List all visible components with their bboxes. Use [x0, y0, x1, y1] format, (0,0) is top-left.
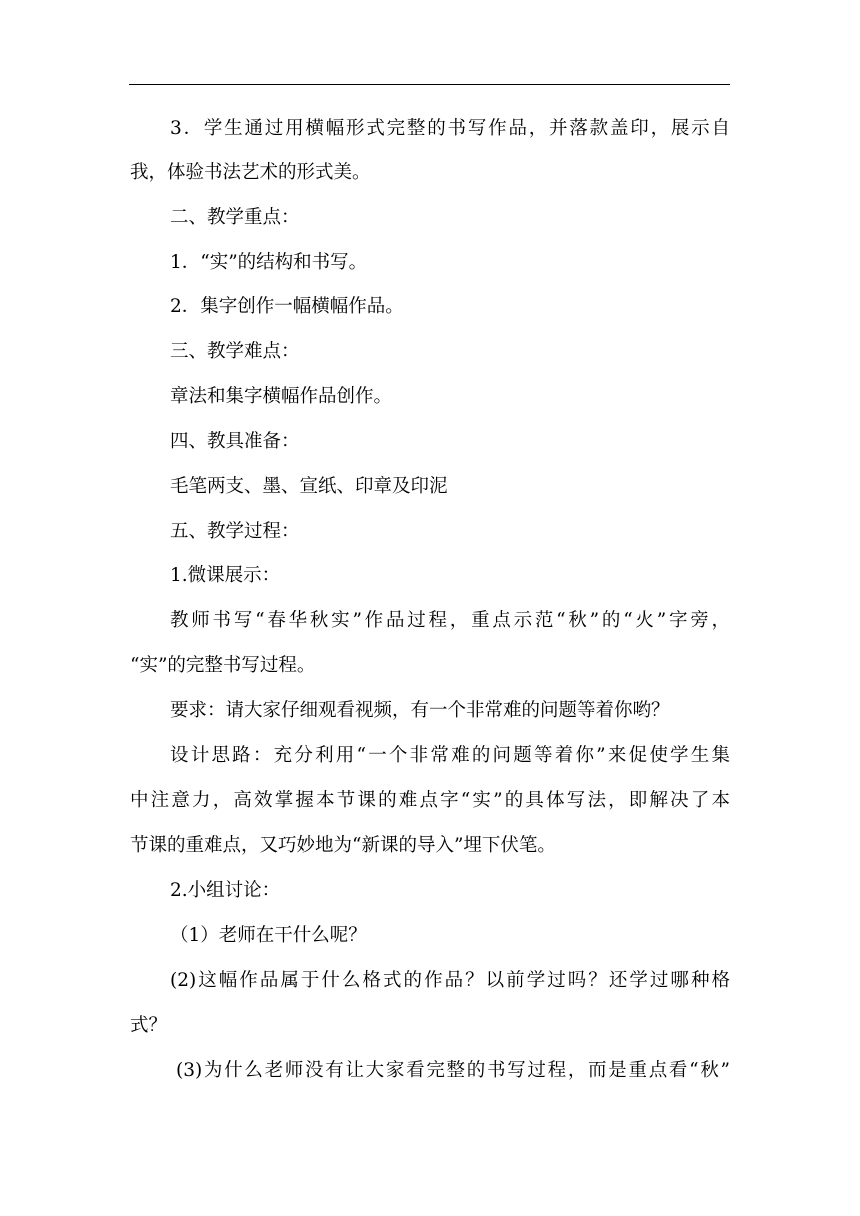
- paragraph-line: 节课的重难点，又巧妙地为“新课的导入”埋下伏笔。: [130, 835, 556, 856]
- paragraph-line: 中注意力，高效掌握本节课的难点字“实”的具体写法，即解决了本: [130, 790, 730, 811]
- question-item: 式？: [130, 1015, 168, 1036]
- paragraph-line: 设计思路：充分利用“一个非常难的问题等着你”来促使学生集: [170, 745, 730, 766]
- paragraph-line: 3．学生通过用横幅形式完整的书写作品，并落款盖印，展示自: [170, 118, 730, 139]
- section-heading: 四、教具准备：: [170, 431, 300, 452]
- paragraph-line: “实”的完整书写过程。: [130, 655, 316, 676]
- question-item: （1）老师在干什么呢？: [170, 925, 367, 946]
- paragraph-line: 章法和集字横幅作品创作。: [170, 386, 393, 407]
- section-heading: 二、教学重点：: [170, 207, 300, 228]
- list-item: 2．集字创作一幅横幅作品。: [170, 296, 404, 317]
- section-heading: 五、教学过程：: [170, 521, 300, 542]
- paragraph-line: 我，体验书法艺术的形式美。: [130, 162, 371, 183]
- paragraph-line: 教师书写“春华秋实”作品过程，重点示范“秋”的“火”字旁，: [170, 610, 730, 631]
- paragraph-line: 要求：请大家仔细观看视频，有一个非常难的问题等着你哟？: [170, 700, 670, 721]
- section-heading: 三、教学难点：: [170, 341, 300, 362]
- header-rule: [129, 84, 730, 85]
- question-item: (3)为什么老师没有让大家看完整的书写过程，而是重点看“秋”: [176, 1060, 730, 1081]
- list-item: 1．“实”的结构和书写。: [170, 252, 368, 273]
- subsection-heading: 1.微课展示：: [170, 565, 281, 586]
- subsection-heading: 2.小组讨论：: [170, 880, 281, 901]
- paragraph-line: 毛笔两支、墨、宣纸、印章及印泥: [170, 476, 448, 497]
- question-item: (2)这幅作品属于什么格式的作品？以前学过吗？还学过哪种格: [170, 970, 730, 991]
